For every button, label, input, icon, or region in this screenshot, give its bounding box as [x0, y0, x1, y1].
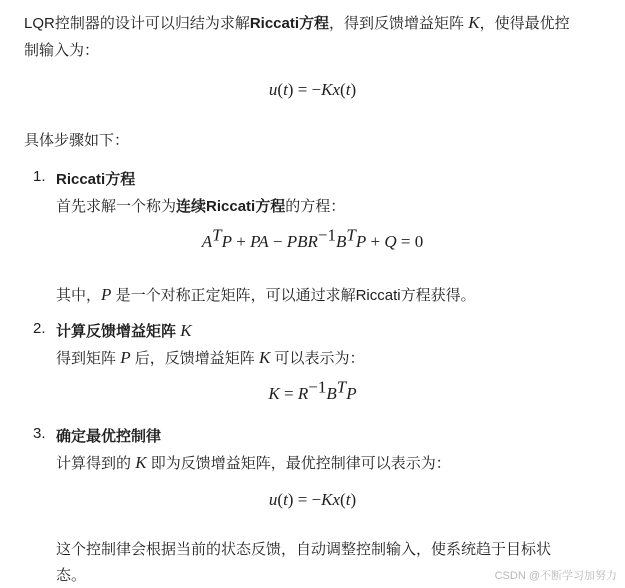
intro-line-2: 制输入为： — [24, 42, 100, 59]
intro-line-1: LQR控制器的设计可以归结为求解Riccati方程，得到反馈增益矩阵 K，使得最优控 — [24, 13, 570, 32]
step-1-note: 其中，P 是一个对称正定矩阵，可以通过求解Riccati方程获得。 — [56, 285, 476, 304]
step-1-body: 首先求解一个称为连续Riccati方程的方程： — [56, 198, 346, 215]
step-3-number: 3. — [33, 425, 46, 442]
riccati-bold: Riccati方程 — [249, 15, 330, 32]
closing-line-2: 态。 — [56, 567, 87, 584]
step-3-title: 确定最优控制律 — [56, 428, 162, 445]
step-1-title: Riccati方程 — [56, 171, 136, 188]
step-2-body: 得到矩阵 P 后，反馈增益矩阵 K 可以表示为： — [56, 348, 365, 367]
step-2-number: 2. — [33, 320, 46, 337]
step-1-number: 1. — [33, 168, 46, 185]
equation-control-law-2: u(t) = −Kx(t) — [268, 490, 357, 509]
equation-riccati: $A^TP$ + PA − $PBR^{-1}B^TP + Q = 0$ — [201, 225, 424, 251]
watermark: CSDN @不断学习加努力 — [494, 570, 617, 582]
steps-heading: 具体步骤如下： — [24, 132, 130, 149]
equation-control-law: u(t) = −Kx(t) — [268, 80, 357, 99]
step-3-body: 计算得到的 K 即为反馈增益矩阵，最优控制律可以表示为： — [56, 453, 451, 472]
equation-gain: $K = R^{-1}B^TP$ — [268, 377, 357, 403]
step-2-title: 计算反馈增益矩阵 K — [56, 321, 192, 340]
closing-line-1: 这个控制律会根据当前的状态反馈，自动调整控制输入，使系统趋于目标状 — [56, 541, 552, 558]
